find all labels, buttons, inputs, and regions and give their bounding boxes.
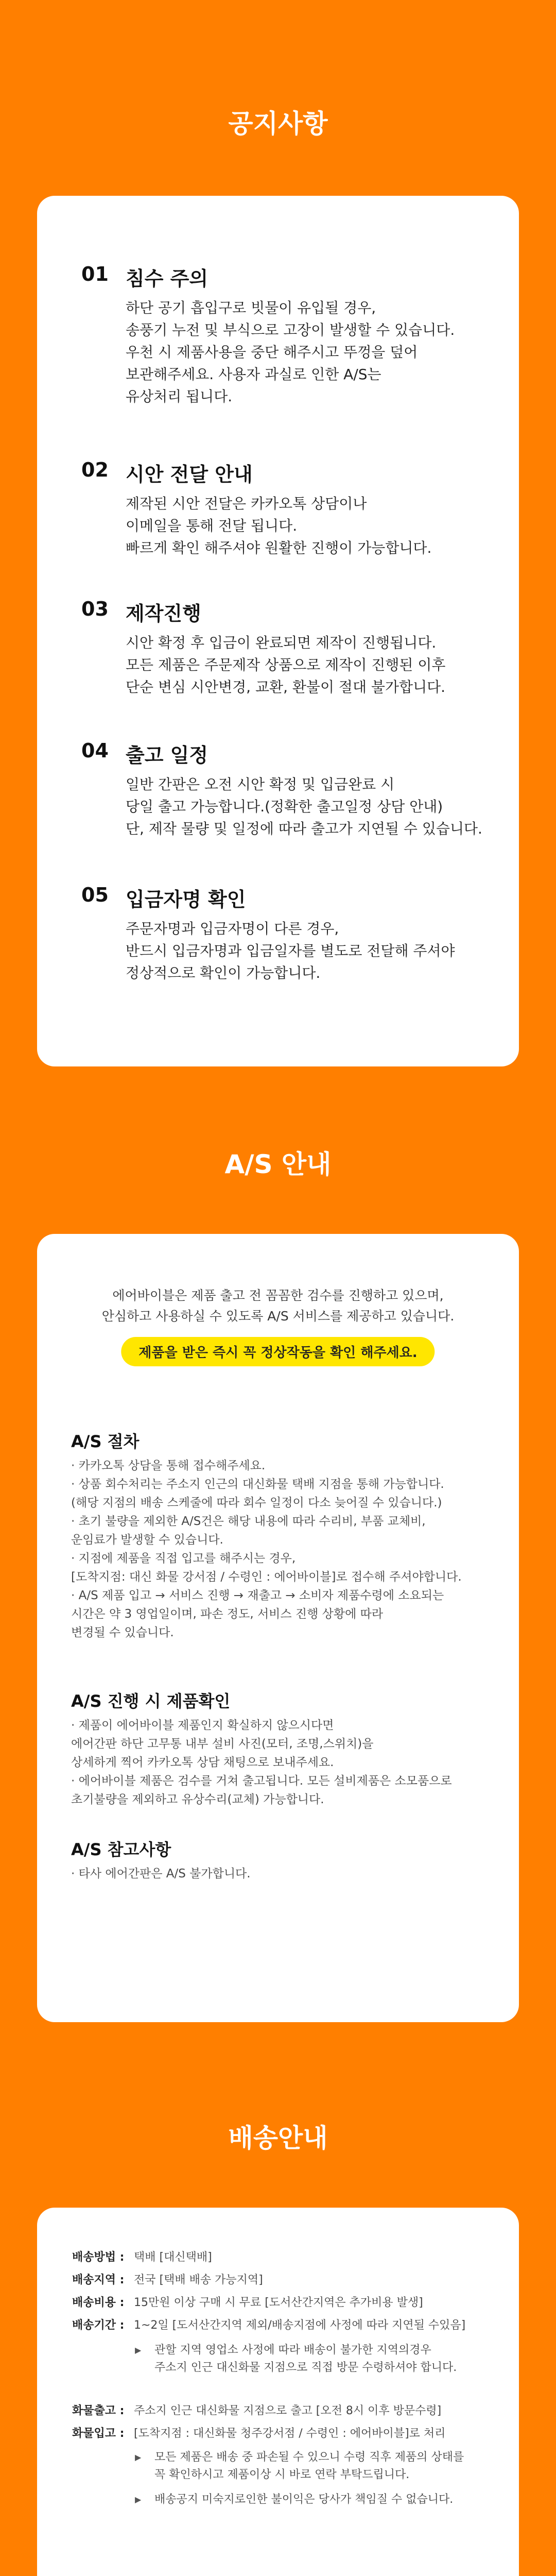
delivery-label: 배송지역 : — [72, 2274, 125, 2286]
delivery-value: 주소지 인근 대신화물 지점으로 출고 [오전 8시 이후 방문수령] — [134, 2404, 442, 2417]
delivery-label: 화물출고 : — [72, 2404, 125, 2417]
as-section-heading: A/S 참고사항 — [71, 1840, 171, 1859]
delivery-note — [135, 2491, 506, 2544]
as-title: A/S 안내 — [224, 1149, 332, 1179]
delivery-label: 배송기간 : — [72, 2319, 125, 2332]
notice-title: 공지사항 — [228, 109, 328, 139]
as-highlight-pill: 제품을 받은 즉시 꼭 정상작동을 확인 해주세요. — [121, 1337, 435, 1366]
delivery-card — [37, 2208, 519, 2576]
notice-number: 02 — [81, 459, 109, 481]
triangle-right-icon: ▶ — [135, 2495, 142, 2504]
notice-body: 일반 간판은 오전 시안 확정 및 입금완료 시 당일 출고 가능합니다.(정확한 출고일정 상담 안내) 단, 제작 물량 및 일정에 따라 출고가 지연될 수 있습니다. — [126, 776, 482, 837]
as-card — [37, 1234, 519, 2022]
as-section-heading: A/S 절차 — [71, 1432, 140, 1451]
notice-number: 01 — [81, 263, 109, 285]
delivery-title: 배송안내 — [228, 2123, 328, 2153]
notice-number: 03 — [81, 598, 109, 620]
delivery-note — [135, 2342, 506, 2394]
notice-heading: 입금자명 확인 — [126, 888, 246, 911]
notice-heading: 출고 일정 — [126, 744, 208, 767]
notice-number: 04 — [81, 739, 109, 762]
notice-body: 주문자명과 입금자명이 다른 경우, 반드시 입금자명과 입금일자를 별도로 전달해 주셔야 정상적으로 확인이 가능합니다. — [126, 920, 455, 981]
as-section-body: · 카카오톡 상담을 통해 접수해주세요. · 상품 회수처리는 주소지 인근의 대신화물 택배 지점을 통해 가능합니다. (해당 지점의 배송 스케줄에 따라 회수 일정이 다소 늦어질 수 있습니다.) · 초기 불량을 제외한 A/S건은 해당 내용에 따라 수리비, 부품 교체비, 운임료가 발생할 수 있습니다. · 지점에 제품을 직접 입고를 해주시는 경우, [도착지점: 대신 화물 강서점 / 수령인 : 에어바이블]로 접수해 주셔야합니다. · A/S 제품 입고 → 서비스 진행 → 재출고 → 소비자 제품수령에 소요되는 시간은 약 3 영업일이며, 파손 정도, 서비스 진행 상황에 따라 변경될 수 있습니다. — [71, 1459, 462, 1639]
notice-number: 05 — [81, 884, 109, 906]
delivery-note-text: 배송공지 미숙지로인한 불이익은 당사가 책임질 수 없습니다. — [154, 2493, 454, 2506]
notice-heading: 제작진행 — [126, 602, 201, 625]
as-section-body: · 제품이 에어바이블 제품인지 확실하지 않으시다면 에어간판 하단 고무통 내부 설비 사진(모터, 조명,스위치)을 상세하게 찍어 카카오톡 상담 채팅으로 보내주세요. · 에어바이블 제품은 검수를 거쳐 출고됩니다. 모든 설비제품은 소모품으로 초기불량을 제외하고 유상수리(교체) 가능합니다. — [71, 1719, 452, 1806]
as-section-heading: A/S 진행 시 제품확인 — [71, 1691, 231, 1711]
notice-heading: 침수 주의 — [126, 267, 208, 290]
delivery-label: 배송방법 : — [72, 2251, 125, 2264]
notice-heading: 시안 전달 안내 — [126, 463, 253, 486]
triangle-right-icon: ▶ — [135, 2452, 142, 2462]
delivery-value: 전국 [택배 배송 가능지역] — [134, 2274, 263, 2286]
delivery-value: 1~2일 [도서산간지역 제외/배송지점에 사정에 따라 지연될 수있음] — [134, 2319, 466, 2332]
delivery-note-text: 관할 지역 영업소 사정에 따라 배송이 불가한 지역의경우 주소지 인근 대신화물 지점으로 직접 방문 수령하셔야 합니다. — [154, 2344, 457, 2374]
delivery-value: 15만원 이상 구매 시 무료 [도서산간지역은 추가비용 발생] — [134, 2296, 423, 2309]
as-intro: 에어바이블은 제품 출고 전 꼼꼼한 검수를 진행하고 있으며, 안심하고 사용하실 수 있도록 A/S 서비스를 제공하고 있습니다. — [101, 1288, 455, 1324]
notice-body: 제작된 시안 전달은 카카오톡 상담이나 이메일을 통해 전달 됩니다. 빠르게 확인 해주셔야 원활한 진행이 가능합니다. — [126, 495, 432, 556]
triangle-right-icon: ▶ — [135, 2345, 142, 2355]
delivery-note-text: 모든 제품은 배송 중 파손될 수 있으니 수령 직후 제품의 상태를 꼭 확인하시고 제품이상 시 바로 연락 부탁드립니다. — [154, 2451, 464, 2481]
delivery-value: [도착지점 : 대신화물 청주강서점 / 수령인 : 에어바이블]로 처리 — [134, 2427, 446, 2440]
delivery-value: 택배 [대신택배] — [134, 2251, 212, 2264]
notice-card — [37, 196, 519, 1066]
notice-body: 하단 공기 흡입구로 빗물이 유입될 경우, 송풍기 누전 및 부식으로 고장이 발생할 수 있습니다. 우천 시 제품사용을 중단 해주시고 뚜껑을 덮어 보관해주세요. 사용자 과실로 인한 A/S는 유상처리 됩니다. — [126, 299, 455, 405]
notice-body: 시안 확정 후 입금이 완료되면 제작이 진행됩니다. 모든 제품은 주문제작 상품으로 제작이 진행된 이후 단순 변심 시안변경, 교환, 환불이 절대 불가합니다. — [126, 634, 446, 696]
delivery-label: 배송비용 : — [72, 2296, 125, 2309]
as-section-body: · 타사 에어간판은 A/S 불가합니다. — [71, 1867, 251, 1880]
delivery-label: 화물입고 : — [72, 2427, 125, 2440]
